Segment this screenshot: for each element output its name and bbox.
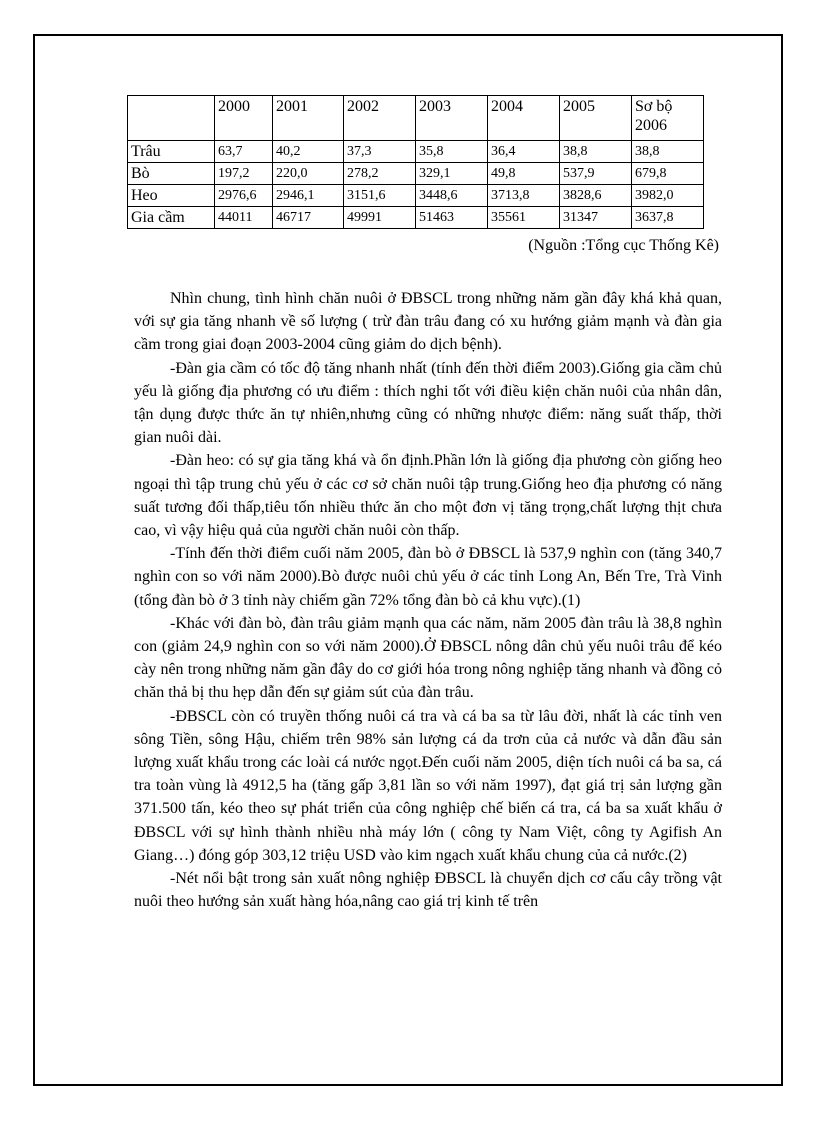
row-label: Trâu bbox=[128, 141, 215, 163]
header-cell: 2003 bbox=[416, 96, 488, 141]
table-cell: 197,2 bbox=[215, 163, 273, 185]
row-label: Gia cầm bbox=[128, 207, 215, 229]
livestock-table bbox=[127, 95, 704, 229]
table-cell: 38,8 bbox=[632, 141, 704, 163]
table-cell: 40,2 bbox=[273, 141, 344, 163]
table-cell: 49,8 bbox=[488, 163, 560, 185]
table-cell: 2976,6 bbox=[215, 185, 273, 207]
table-cell: 3637,8 bbox=[632, 207, 704, 229]
table-cell: 2946,1 bbox=[273, 185, 344, 207]
table-header-row bbox=[128, 96, 704, 141]
header-cell: 2001 bbox=[273, 96, 344, 141]
table-cell: 44011 bbox=[215, 207, 273, 229]
table-cell: 31347 bbox=[560, 207, 632, 229]
table-cell: 679,8 bbox=[632, 163, 704, 185]
row-label: Heo bbox=[128, 185, 215, 207]
header-cell: Sơ bộ 2006 bbox=[632, 96, 704, 141]
table-cell: 3151,6 bbox=[344, 185, 416, 207]
paragraph: -Đàn gia cầm có tốc độ tăng nhanh nhất (tính đến thời điểm 2003).Giống gia cầm chủ yếu là giống địa phương có ưu điểm : thích nghi tốt với điều kiện chăn nuôi của nhân dân, tận dụng được thức ăn tự nhiên,nhưng cũng có những nhược điểm: năng suất thấp, thời gian nuôi dài. bbox=[134, 359, 722, 447]
table-cell: 3448,6 bbox=[416, 185, 488, 207]
table-cell: 37,3 bbox=[344, 141, 416, 163]
table-cell: 278,2 bbox=[344, 163, 416, 185]
table-cell: 63,7 bbox=[215, 141, 273, 163]
table-cell: 3982,0 bbox=[632, 185, 704, 207]
paragraph: -Khác với đàn bò, đàn trâu giảm mạnh qua các năm, năm 2005 đàn trâu là 38,8 nghìn con (giảm 24,9 nghìn con so với năm 2000).Ở ĐBSCL nông dân chủ yếu nuôi trâu để kéo cày nên trong những năm gần đây do cơ giới hóa trong nông nghiệp tăng nhanh và đồng cỏ chăn thả bị thu hẹp dẫn đến sự giảm sút của đàn trâu. bbox=[134, 614, 722, 702]
table-row bbox=[128, 163, 704, 185]
body-text bbox=[134, 287, 722, 913]
paragraph: -Nét nổi bật trong sản xuất nông nghiệp ĐBSCL là chuyển dịch cơ cấu cây trồng vật nuôi theo hướng sản xuất hàng hóa,nâng cao giá trị kinh tế trên bbox=[134, 870, 722, 911]
paragraph: -Đàn heo: có sự gia tăng khá và ổn định.Phần lớn là giống địa phương còn giống heo ngoại thì tập trung chủ yếu ở các cơ sở chăn nuôi tập trung.Giống heo địa phương có năng suất tương đối thấp,tiêu tốn nhiều thức ăn cho một đơn vị tăng trọng,chất lượng thịt chưa cao, vì vậy hiệu quả của người chăn nuôi còn thấp. bbox=[134, 452, 722, 540]
table-cell: 38,8 bbox=[560, 141, 632, 163]
table-row bbox=[128, 207, 704, 229]
source-note: (Nguồn :Tổng cục Thống Kê) bbox=[528, 237, 719, 254]
header-cell: 2005 bbox=[560, 96, 632, 141]
header-cell: 2000 bbox=[215, 96, 273, 141]
table-cell: 3713,8 bbox=[488, 185, 560, 207]
table-cell: 36,4 bbox=[488, 141, 560, 163]
header-cell: 2002 bbox=[344, 96, 416, 141]
table-cell: 220,0 bbox=[273, 163, 344, 185]
table-cell: 537,9 bbox=[560, 163, 632, 185]
table-cell: 3828,6 bbox=[560, 185, 632, 207]
paragraph: Nhìn chung, tình hình chăn nuôi ở ĐBSCL trong những năm gần đây khá khả quan, với sự gia tăng nhanh về số lượng ( trừ đàn trâu đang có xu hướng giảm mạnh và đàn gia cầm trong giai đoạn 2003-2004 cũng giảm do dịch bệnh). bbox=[134, 290, 722, 354]
header-cell: 2004 bbox=[488, 96, 560, 141]
paragraph: -ĐBSCL còn có truyền thống nuôi cá tra và cá ba sa từ lâu đời, nhất là các tỉnh ven sông Tiền, sông Hậu, chiếm trên 98% sản lượng cá da trơn của cả nước và dẫn đầu sản lượng xuất khẩu trong các loài cá nước ngọt.Đến cuối năm 2005, diện tích nuôi cá ba sa, cá tra toàn vùng là 4912,5 ha (tăng gấp 3,81 lần so với năm 1997), đạt giá trị sản lượng gần 371.500 tấn, kéo theo sự phát triển của công nghiệp chế biến cá tra, cá ba sa xuất khẩu ở ĐBSCL với sự hình thành nhiều nhà máy lớn ( công ty Nam Việt, công ty Agifish An Giang…) đóng góp 303,12 triệu USD vào kim ngạch xuất khẩu chung của cả nước.(2) bbox=[134, 707, 722, 864]
header-cell bbox=[128, 96, 215, 141]
table-cell: 329,1 bbox=[416, 163, 488, 185]
table-cell: 49991 bbox=[344, 207, 416, 229]
table-cell: 51463 bbox=[416, 207, 488, 229]
table-cell: 46717 bbox=[273, 207, 344, 229]
table-cell: 35561 bbox=[488, 207, 560, 229]
table-cell: 35,8 bbox=[416, 141, 488, 163]
table-row bbox=[128, 185, 704, 207]
paragraph: -Tính đến thời điểm cuối năm 2005, đàn bò ở ĐBSCL là 537,9 nghìn con (tăng 340,7 nghìn con so với năm 2000).Bò được nuôi chủ yếu ở các tỉnh Long An, Bến Tre, Trà Vinh (tổng đàn bò ở 3 tỉnh này chiếm gần 72% tổng đàn bò cả khu vực).(1) bbox=[134, 545, 722, 609]
row-label: Bò bbox=[128, 163, 215, 185]
table-row bbox=[128, 141, 704, 163]
